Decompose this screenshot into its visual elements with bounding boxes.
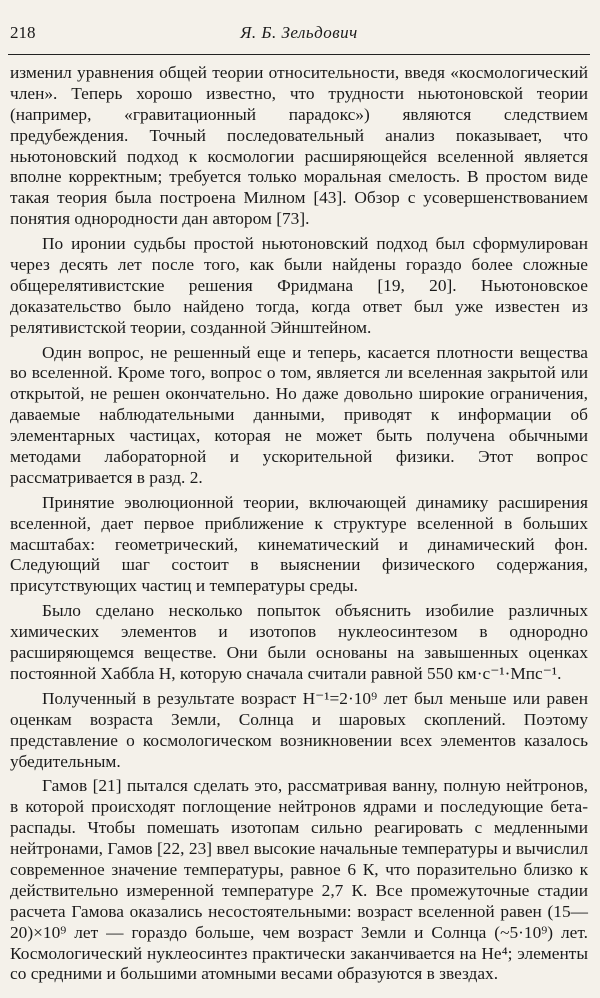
paragraph-2: По иронии судьбы простой ньютоновский подход был сформулирован через десять лет после того, как были найдены гораздо более сложные общерелятивистские решения Фридмана [19, 20]. Ньютоновское доказательство было найдено тогда, когда ответ был уже известен из релятивистской теории, созданной Эйнштейном. xyxy=(10,234,588,337)
paragraph-5: Было сделано несколько попыток объяснить изобилие различных химических элементов и изотопов нуклеосинтезом в однородно расширяющемся веществе. Они были основаны на завышенных оценках постоянной Хаббла H, которую сначала считали равной 550 км·с⁻¹·Мпс⁻¹. xyxy=(10,601,588,683)
running-head xyxy=(10,22,588,44)
running-title: Я. Б. Зельдович xyxy=(240,23,358,42)
body-text xyxy=(10,63,588,989)
paragraph-1: изменил уравнения общей теории относительности, введя «космологический член». Теперь хорошо известно, что трудности ньютоновской теории (например, «гравитационный парадокс») являются следствием предубеждения. Точный последовательный анализ показывает, что ньютоновский подход к космологии расширяющейся вселенной является вполне корректным; требуется только моральная смелость. В простом виде такая теория была построена Милном [43]. Обзор с усовершенствованием понятия однородности дан автором [73]. xyxy=(10,63,588,229)
header-rule xyxy=(8,54,590,55)
paragraph-7: Гамов [21] пытался сделать это, рассматривая ванну, полную нейтронов, в которой происходят поглощение нейтронов ядрами и последующие бета-распады. Чтобы помешать изотопам сильно реагировать с медленными нейтронами, Гамов [22, 23] ввел высокие начальные температуры и вычислил современное значение температуры, равное 6 К, что поразительно близко к действительно измеренной температуре 2,7 К. Все промежуточные стадии расчета Гамова оказались несостоятельными: возраст вселенной равен (15—20)×10⁹ лет — гораздо больше, чем возраст Земли и Солнца (~5·10⁹) лет. Космологический нуклеосинтез практически заканчивается на He⁴; элементы со средними и большими атомными весами образуются в звездах. xyxy=(10,776,588,984)
paragraph-4: Принятие эволюционной теории, включающей динамику расширения вселенной, дает первое приближение к структуре вселенной в больших масштабах: геометрический, кинематический и динамический фон. Следующий шаг состоит в выяснении физического содержания, присутствующих частиц и температуры среды. xyxy=(10,492,588,596)
page-number: 218 xyxy=(10,23,36,42)
paragraph-6: Полученный в результате возраст H⁻¹=2·10⁹ лет был меньше или равен оценкам возраста Земли, Солнца и шаровых скоплений. Поэтому представление о космологическом возникновении всех элементов казалось убедительным. xyxy=(10,688,588,771)
paragraph-3: Один вопрос, не решенный еще и теперь, касается плотности вещества во вселенной. Кроме того, вопрос о том, является ли вселенная закрытой или открытой, не решен окончательно. Но даже довольно широкие ограничения, даваемые наблюдательными данными, приводят к информации об элементарных частицах, которая не может быть получена обычными методами лабораторной и ускорительной физики. Этот вопрос рассматривается в разд. 2. xyxy=(10,342,588,487)
